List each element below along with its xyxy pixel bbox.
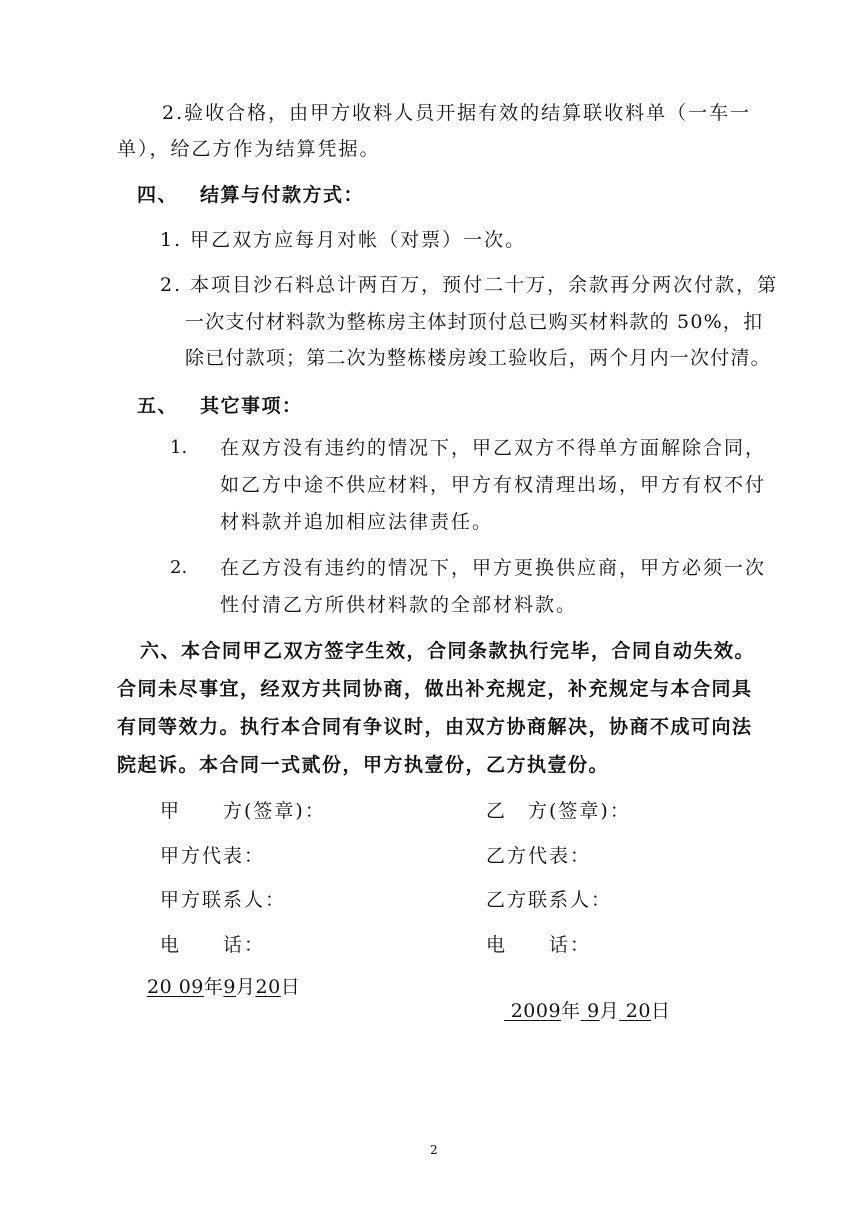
section-5-item-1-number: 1.	[170, 437, 188, 458]
section-5-heading	[137, 394, 303, 418]
section-4-item-1: 1. 甲乙双方应每月对帐（对票）一次。	[160, 229, 527, 251]
section-5-title: 其它事项：	[200, 395, 303, 417]
section-5-item-1-line-3: 材料款并追加相应法律责任。	[220, 511, 494, 533]
party-a-representative-label: 甲方代表：	[160, 845, 266, 867]
section-6-line-1: 六、本合同甲乙双方签字生效，合同条款执行完毕，合同自动失效。	[140, 640, 756, 662]
section-5-item-2-line-2: 性付清乙方所供材料款的全部材料款。	[220, 594, 578, 616]
section-4-item-2-line-1: 2. 本项目沙石料总计两百万，预付二十万，余款再分两次付款，第	[160, 274, 779, 296]
party-b-date-day: 20	[619, 1000, 651, 1022]
party-b-phone-label: 电 话：	[486, 934, 592, 956]
section-6-line-4: 院起诉。本合同一式贰份，甲方执壹份，乙方执壹份。	[117, 754, 610, 776]
party-b-date-year-suffix: 年	[561, 1000, 581, 1022]
section-4-number: 四、	[137, 184, 179, 206]
acceptance-item-line-1: 2.验收合格，由甲方收料人员开据有效的结算联收料单（一车一	[162, 102, 752, 124]
party-b-representative-label: 乙方代表：	[486, 845, 592, 867]
party-a-date-day-suffix: 日	[280, 976, 301, 998]
section-6-line-3: 有同等效力。执行本合同有争议时，由双方协商解决，协商不成可向法	[117, 716, 753, 738]
section-4-item-2-line-2: 一次支付材料款为整栋房主体封顶付总已购买材料款的 50%，扣	[185, 311, 764, 333]
section-4-heading	[137, 183, 364, 207]
party-a-contact-label: 甲方联系人：	[160, 889, 287, 911]
party-b-contact-label: 乙方联系人：	[486, 889, 613, 911]
party-a-seal-label: 甲 方(签章)：	[160, 800, 326, 822]
party-a-date-month-suffix: 月	[236, 976, 256, 998]
section-5-item-2-number: 2.	[170, 557, 188, 578]
acceptance-item-line-2: 单），给乙方作为结算凭据。	[117, 138, 381, 160]
party-b-date-month-suffix: 月	[599, 1000, 620, 1022]
section-5-item-1-line-1: 在双方没有违约的情况下，甲乙双方不得单方面解除合同，	[220, 437, 767, 459]
section-4-title: 结算与付款方式：	[200, 184, 365, 206]
party-a-date-year: 20 09	[147, 976, 204, 998]
page-number: 2	[430, 1143, 438, 1157]
party-a-date-day: 20	[255, 976, 281, 998]
party-b-date-month: 9	[580, 1000, 600, 1022]
section-5-item-1-line-2: 如乙方中途不供应材料，甲方有权清理出场，甲方有权不付	[220, 474, 767, 496]
section-4-item-2-line-3: 除已付款项；第二次为整栋楼房竣工验收后，两个月内一次付清。	[185, 347, 771, 369]
party-a-date-month: 9	[223, 976, 237, 998]
section-5-number: 五、	[137, 395, 179, 417]
party-a-phone-label: 电 话：	[160, 934, 266, 956]
party-a-date-year-suffix: 年	[203, 976, 224, 998]
party-b-date	[478, 975, 670, 1047]
section-6-line-2: 合同未尽事宜，经双方共同协商，做出补充规定，补充规定与本合同具	[117, 678, 753, 700]
party-b-seal-label: 乙 方(签章)：	[486, 800, 631, 822]
party-b-date-year: 2009	[504, 1000, 562, 1022]
party-b-date-day-suffix: 日	[650, 1000, 671, 1022]
party-a-date	[147, 975, 300, 999]
section-5-item-2-line-1: 在乙方没有违约的情况下，甲方更换供应商，甲方必须一次	[220, 557, 767, 579]
